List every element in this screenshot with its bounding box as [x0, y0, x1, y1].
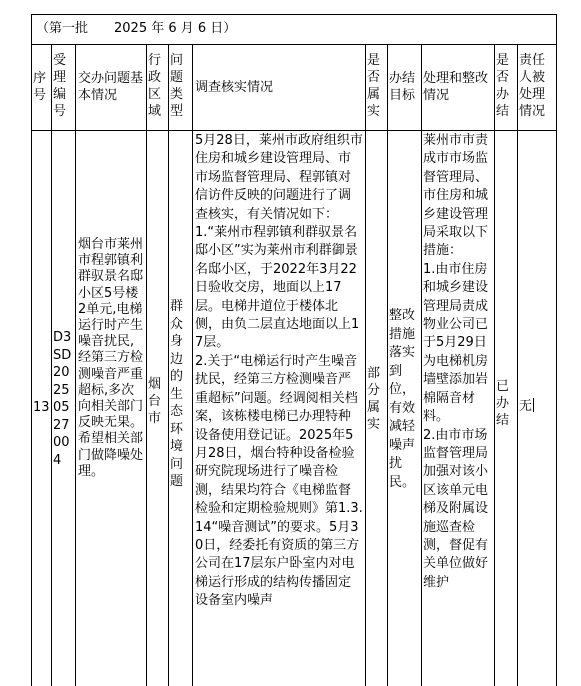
- col-divider: [51, 44, 52, 686]
- header-region: 行政区域: [148, 53, 162, 119]
- header-accountability: 责任人被处理情况: [519, 53, 546, 119]
- cell-investigation: 5月28日，莱州市政府组织市住房和城乡建设管理局、市市场监督管理局、程郭镇对信访件反映的问题进行了调查核实，有关情况如下： 1.“莱州市程郭镇利群驭景名邸小区”实为莱州市利群御景名邸小区，于2022年3月22日验收交房，地面以上17层。电梯井道位于楼体北侧，由负二层直达地面以上17层。 2.关于“电梯运行时产生噪音扰民，经第三方检测噪音严重超标”问题。经调阅相关档案，该栋楼电梯已办理特种设备使用登记证。2025年5月28日，烟台特种设备检验研究院现场进行了噪音检测，结果均符合《电梯监督检验和定期检验规则》第1.3.14“噪音测试”的要求。5月30日，经委托有资质的第三方公司在17层东户卧室内对电梯运行形成的结构传播固定设备室内噪声: [195, 133, 363, 609]
- cell-issue: 烟台市莱州市程郭镇利群驭景名邸小区5号楼2单元,电梯运行时产生噪音扰民,经第三方检测噪音严重超标,多次向相关部门反映无果。希望相关部门做降噪处理。: [78, 237, 144, 479]
- header-handling: 处理和整改情况: [423, 71, 489, 103]
- cell-accept-no: D3SD20250527004: [53, 330, 72, 468]
- cell-region: 烟台市: [148, 377, 162, 426]
- header-seq: 序号: [33, 71, 47, 103]
- col-divider: [192, 44, 193, 686]
- batch-date-line: （第一批 2025 年 6 月 6 日）: [36, 21, 237, 36]
- cell-handling: 莱州市市责成市市场监督管理局、市住房和城乡建设管理局采取以下措施： 1.由市住房和城乡建设管理局责成物业公司已于5月29日为电梯机房墙壁添加岩棉隔音材料。 2.由市市场监督管理局加强对该小区该单元电梯及附属设施巡查检测，督促有关单位做好维护: [423, 133, 489, 590]
- cell-type: 群众身边的生态环境问题: [170, 299, 184, 489]
- col-divider: [168, 44, 169, 686]
- accountability-text: 无: [519, 399, 533, 414]
- header-is-true: 是否属实: [367, 53, 381, 119]
- rule-under-batch: [31, 44, 557, 45]
- header-accept-no: 受理编号: [53, 53, 67, 119]
- cell-seq: 13: [33, 400, 50, 415]
- col-divider: [387, 44, 388, 686]
- header-closed: 是否办结: [496, 53, 510, 119]
- header-issue: 交办问题基本情况: [78, 71, 144, 103]
- col-divider: [146, 44, 147, 686]
- col-divider: [75, 44, 76, 686]
- col-divider: [517, 44, 518, 686]
- text-cursor: [533, 398, 534, 412]
- cell-accountability[interactable]: [519, 398, 555, 415]
- cell-closed: 已办结: [496, 379, 510, 428]
- header-type: 问题类型: [170, 53, 184, 119]
- col-divider: [365, 44, 366, 686]
- rule-under-header: [31, 130, 557, 131]
- col-divider: [494, 44, 495, 686]
- header-goal: 办结目标: [389, 71, 416, 103]
- cell-goal: 整改措施落实到位，有效减轻噪声扰民。: [389, 308, 416, 490]
- header-investigation: 调查核实情况: [195, 80, 274, 95]
- cell-is-true: 部分属实: [367, 366, 381, 432]
